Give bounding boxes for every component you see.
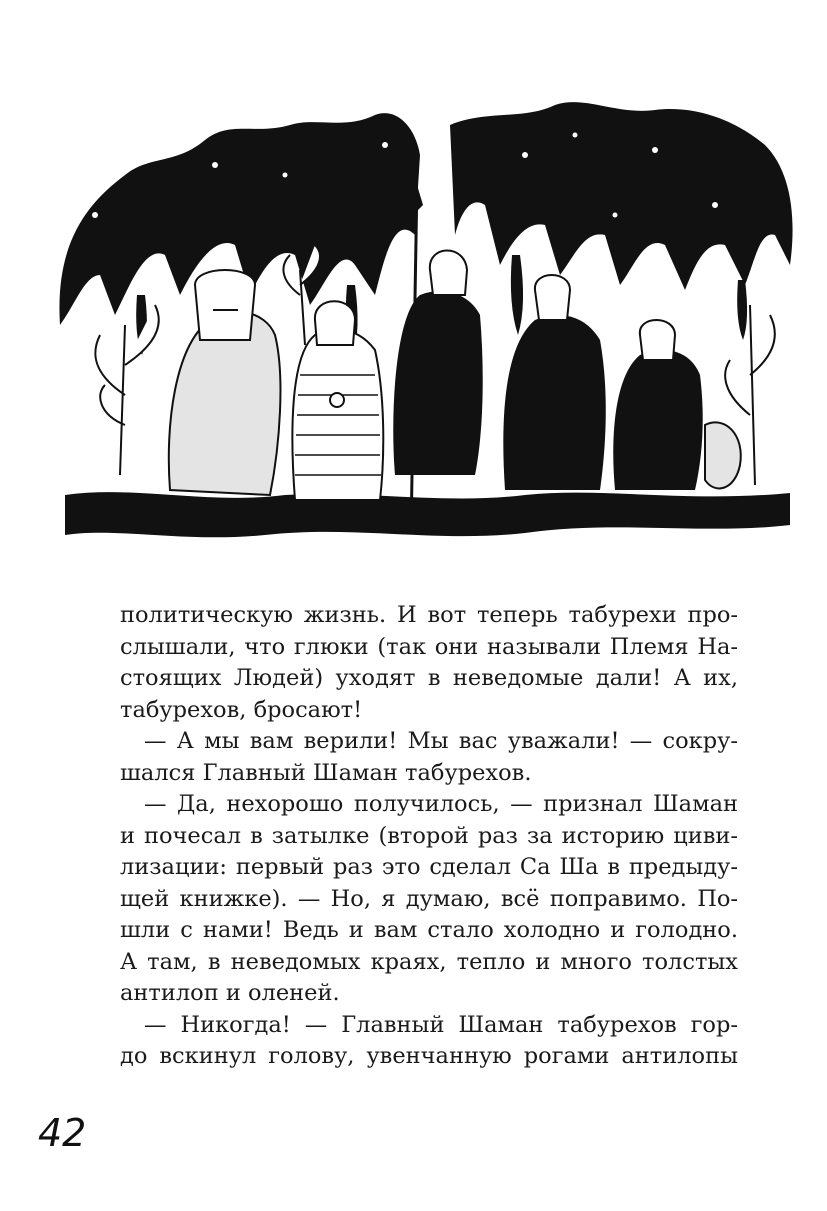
- text-line: — Никогда! — Главный Шаман табурехов гор-: [144, 1011, 738, 1038]
- text-line: стоящих Людей) уходят в неведомые дали! А их,: [120, 665, 738, 691]
- figure-spear-holder: [393, 185, 482, 505]
- text-line: слышали, что глюки (так они называли Племя На-: [120, 633, 738, 660]
- text-line: до вскинул голову, увенчанную рогами антилопы: [120, 1043, 738, 1069]
- text-line: лизации: первый раз это сделал Са Ша в предыду-: [120, 854, 738, 880]
- text-line: табурехов, бросают!: [120, 696, 363, 723]
- body-text: [120, 600, 738, 1073]
- text-line: и почесал в затылке (второй раз за историю циви-: [120, 822, 738, 849]
- text-line: политическую жизнь. И вот теперь табурехи про-: [120, 602, 738, 628]
- text-line: шался Главный Шаман табурехов.: [120, 759, 532, 786]
- text-line: А там, в неведомых краях, тепло и много толстых: [120, 948, 738, 975]
- ground: [65, 492, 790, 537]
- text-line: щей книжке). — Но, я думаю, всё поправимо. По-: [120, 885, 738, 912]
- text-line: — Да, нехорошо получилось, — признал Шаман: [144, 791, 738, 817]
- figure-striped-robe: [292, 301, 383, 500]
- canopy-right: [450, 102, 793, 290]
- text-line: антилоп и оленей.: [120, 980, 340, 1006]
- illustration: [55, 95, 800, 565]
- figure-club-bearer: [613, 320, 741, 490]
- text-line: — А мы вам верили! Мы вас уважали! — сокру-: [144, 728, 738, 754]
- page-number: 42: [38, 1111, 87, 1155]
- text-line: шли с нами! Ведь и вам стало холодно и голодно.: [120, 917, 738, 943]
